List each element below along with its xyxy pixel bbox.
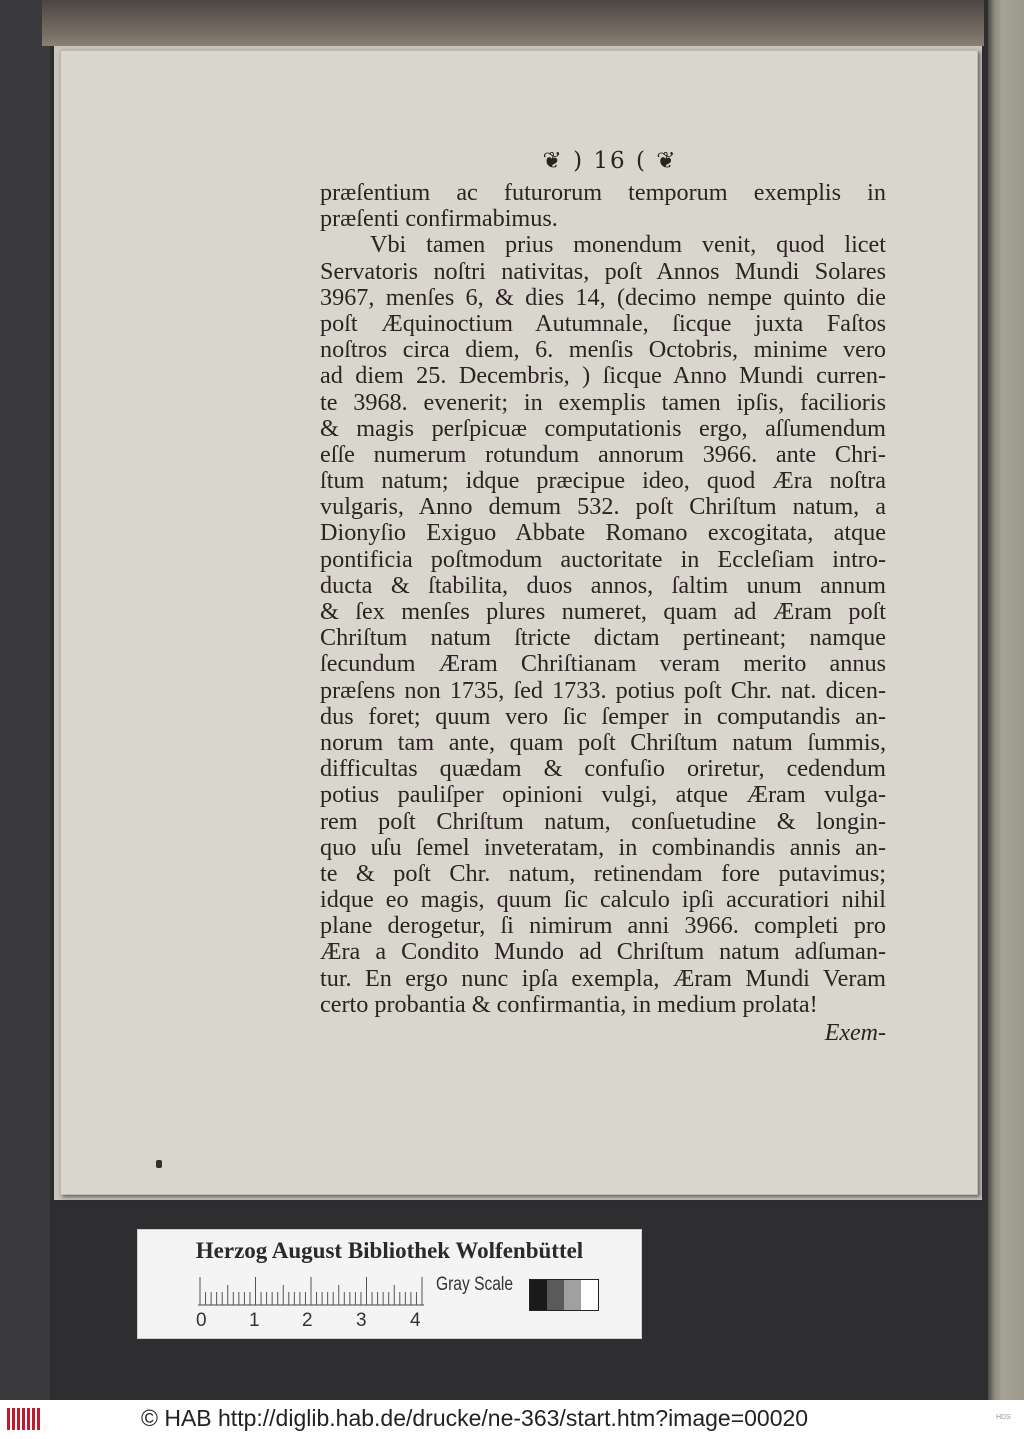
text-line: noſtros circa diem, 6. menſis Octobris, minime vero (320, 336, 886, 364)
text-line: certo probantia & confirmantia, in medium prolata! (320, 990, 818, 1018)
text-line: quo uſu ſemel inveteratam, in combinandis annis an- (320, 833, 886, 861)
text-line: Chriſtum natum ſtricte dictam pertineant; namque (320, 624, 886, 652)
ruler-icon (198, 1276, 424, 1306)
text-line: plane derogetur, ſi nimirum anni 3966. completi pro (320, 912, 886, 940)
text-line: & ſex menſes plures numeret, quam ad Æram poſt (320, 598, 886, 625)
footer-mark: HDS (996, 1414, 1011, 1421)
page-body-text (320, 180, 886, 1018)
text-line: ſecundum Æram Chriſtianam veram merito annus (320, 650, 886, 678)
ruler-number: 3 (356, 1310, 367, 1331)
right-page-edge (988, 0, 1024, 1400)
text-line: ad diem 25. Decembris, ) ſicque Anno Mundi curren- (320, 362, 886, 390)
text-line: vulgaris, Anno demum 532. poſt Chriſtum natum, a (320, 493, 886, 521)
text-line: ſtum natum; idque præcipue ideo, quod Æra noſtra (320, 467, 886, 495)
text-line: difficultas quædam & confuſio oriretur, cedendum (320, 755, 886, 783)
text-line: dus foret; quum vero ſic ſemper in computandis an- (320, 702, 886, 730)
top-page-edge (42, 0, 984, 46)
ruler-number: 2 (302, 1310, 313, 1331)
text-line: potius pauliſper opinioni vulgi, atque Æram vulga- (320, 781, 886, 809)
ruler-number: 0 (196, 1310, 207, 1331)
text-line: præſenti confirmabimus. (320, 205, 558, 233)
ruler-numbers (138, 1310, 641, 1334)
text-line: norum tam ante, quam poſt Chriſtum natum ſummis, (320, 728, 886, 756)
text-line: 3967, menſes 6, & dies 14, (decimo nempe quinto die (320, 283, 886, 311)
library-label (137, 1229, 642, 1339)
text-line: poſt Æquinoctium Autumnale, ſicque juxta Faſtos (320, 309, 886, 337)
text-line: præſens non 1735, ſed 1733. potius poſt Chr. nat. dicen- (320, 676, 886, 704)
left-binding-board (0, 0, 50, 1400)
text-line: ducta & ſtabilita, duos annos, ſaltim unum annum (320, 571, 886, 599)
text-line: Dionyſio Exiguo Abbate Romano excogitata, atque (320, 519, 886, 547)
footer-citation: © HAB http://diglib.hab.de/drucke/ne-363/start.htm?image=00020 (141, 1405, 809, 1431)
gray-scale-label: Gray Scale (436, 1274, 514, 1295)
catchword: Exem- (824, 1020, 886, 1046)
text-line: eſſe numerum rotundum annorum 3966. ante Chri- (320, 440, 886, 468)
text-line: tur. En ergo nunc ipſa exempla, Æram Mundi Veram (320, 964, 886, 992)
text-line: & magis perſpicuæ computationis ergo, aſſumendum (320, 414, 886, 442)
text-line: Vbi tamen prius monendum venit, quod licet (370, 231, 886, 259)
library-name: Herzog August Bibliothek Wolfenbüttel (195, 1238, 584, 1263)
text-line: idque eo magis, quum ſic calculo ipſi accuratiori nihil (320, 886, 886, 914)
text-line: te & poſt Chr. natum, retinendam fore putavimus; (320, 859, 886, 887)
hab-logo-icon (6, 1405, 42, 1433)
ruler-number: 4 (410, 1310, 421, 1331)
text-line: Servatoris noſtri nativitas, poſt Annos Mundi Solares (320, 257, 886, 285)
text-line: præſentium ac futurorum temporum exemplis in (320, 179, 886, 206)
text-line: rem poſt Chriſtum natum, conſuetudine & longin- (320, 807, 886, 835)
page-header: ❦ ) 16 ( ❦ (542, 148, 678, 174)
ruler-number: 1 (249, 1310, 260, 1331)
text-line: pontificia poſtmodum auctoritate in Eccleſiam intro- (320, 545, 886, 573)
footer-bar (0, 1400, 1024, 1439)
text-line: te 3968. evenerit; in exemplis tamen ipſis, facilioris (320, 388, 886, 416)
text-line: Æra a Condito Mundo ad Chriſtum natum adſuman- (320, 938, 886, 966)
paper-speck (156, 1160, 162, 1168)
gray-scale-frame (529, 1279, 599, 1311)
